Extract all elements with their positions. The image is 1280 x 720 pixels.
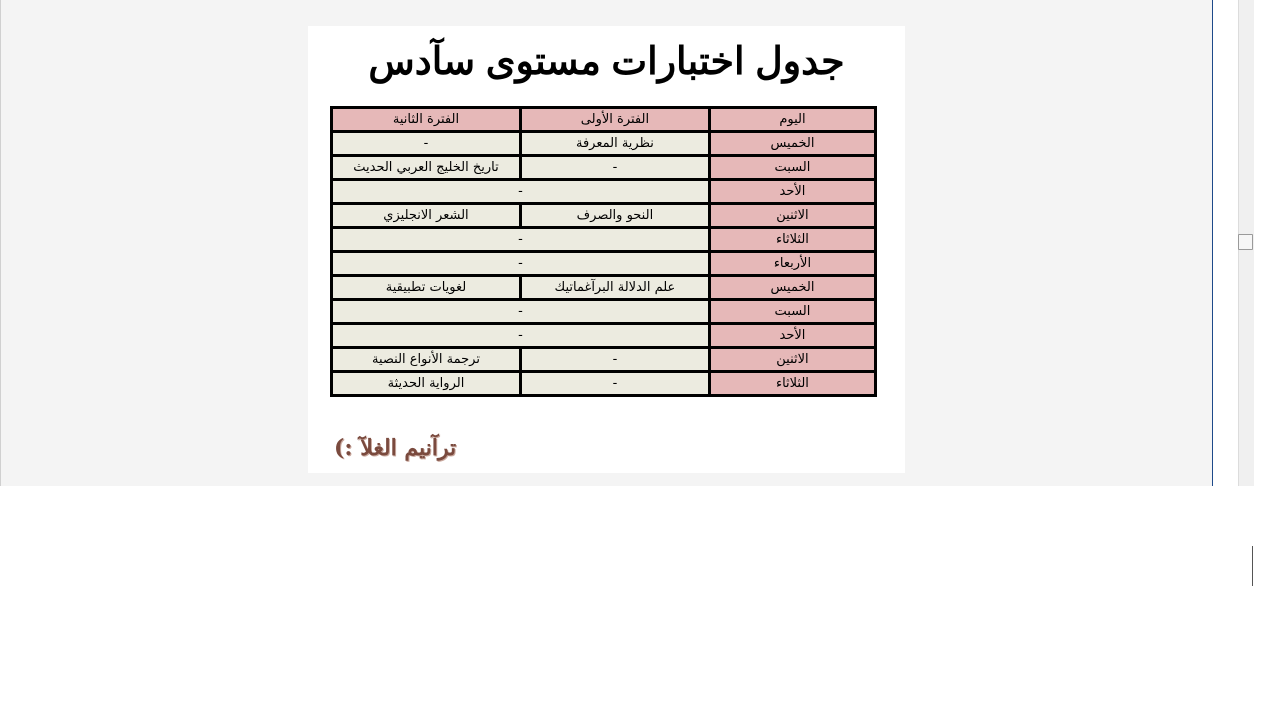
period2-cell: -: [332, 132, 521, 156]
day-cell: الخميس: [709, 276, 875, 300]
period1-cell: نظرية المعرفة: [520, 132, 709, 156]
table-row: [332, 372, 876, 396]
page-title: جدول اختبارات مستوى سآدس: [368, 41, 845, 83]
period1-cell: -: [520, 348, 709, 372]
day-cell: السبت: [709, 156, 875, 180]
window-edge: [1252, 546, 1253, 586]
day-cell: الخميس: [709, 132, 875, 156]
merged-cell: -: [332, 180, 710, 204]
merged-cell: -: [332, 228, 710, 252]
day-cell: السبت: [709, 300, 875, 324]
period2-cell: ترجمة الأنواع النصية: [332, 348, 521, 372]
day-cell: الأربعاء: [709, 252, 875, 276]
table-row: [332, 348, 876, 372]
day-cell: الثلاثاء: [709, 372, 875, 396]
table-row: [332, 180, 876, 204]
table-row: [332, 156, 876, 180]
day-cell: الثلاثاء: [709, 228, 875, 252]
header-day: اليوم: [709, 108, 875, 132]
day-cell: الأحد: [709, 324, 875, 348]
table-row: [332, 204, 876, 228]
merged-cell: -: [332, 300, 710, 324]
period2-cell: تاريخ الخليج العربي الحديث: [332, 156, 521, 180]
header-period2: الفترة الثانية: [332, 108, 521, 132]
merged-cell: -: [332, 324, 710, 348]
signature: ترآنيم الغلآ :): [334, 435, 457, 461]
period2-cell: الشعر الانجليزي: [332, 204, 521, 228]
exam-schedule-table: [330, 106, 877, 397]
table-row: [332, 228, 876, 252]
period2-cell: لغويات تطبيقية: [332, 276, 521, 300]
day-cell: الأحد: [709, 180, 875, 204]
table-row: [332, 252, 876, 276]
period1-cell: -: [520, 156, 709, 180]
period1-cell: علم الدلالة البرآغماتيك: [520, 276, 709, 300]
header-period1: الفترة الأولى: [520, 108, 709, 132]
period1-cell: -: [520, 372, 709, 396]
scrollbar-thumb[interactable]: [1238, 234, 1253, 250]
table-row: [332, 300, 876, 324]
day-cell: الاثنين: [709, 348, 875, 372]
schedule-image: [308, 26, 905, 473]
table-header-row: [332, 108, 876, 132]
table-row: [332, 324, 876, 348]
table-row: [332, 132, 876, 156]
day-cell: الاثنين: [709, 204, 875, 228]
period1-cell: النحو والصرف: [520, 204, 709, 228]
table-row: [332, 276, 876, 300]
merged-cell: -: [332, 252, 710, 276]
period2-cell: الرواية الحديثة: [332, 372, 521, 396]
